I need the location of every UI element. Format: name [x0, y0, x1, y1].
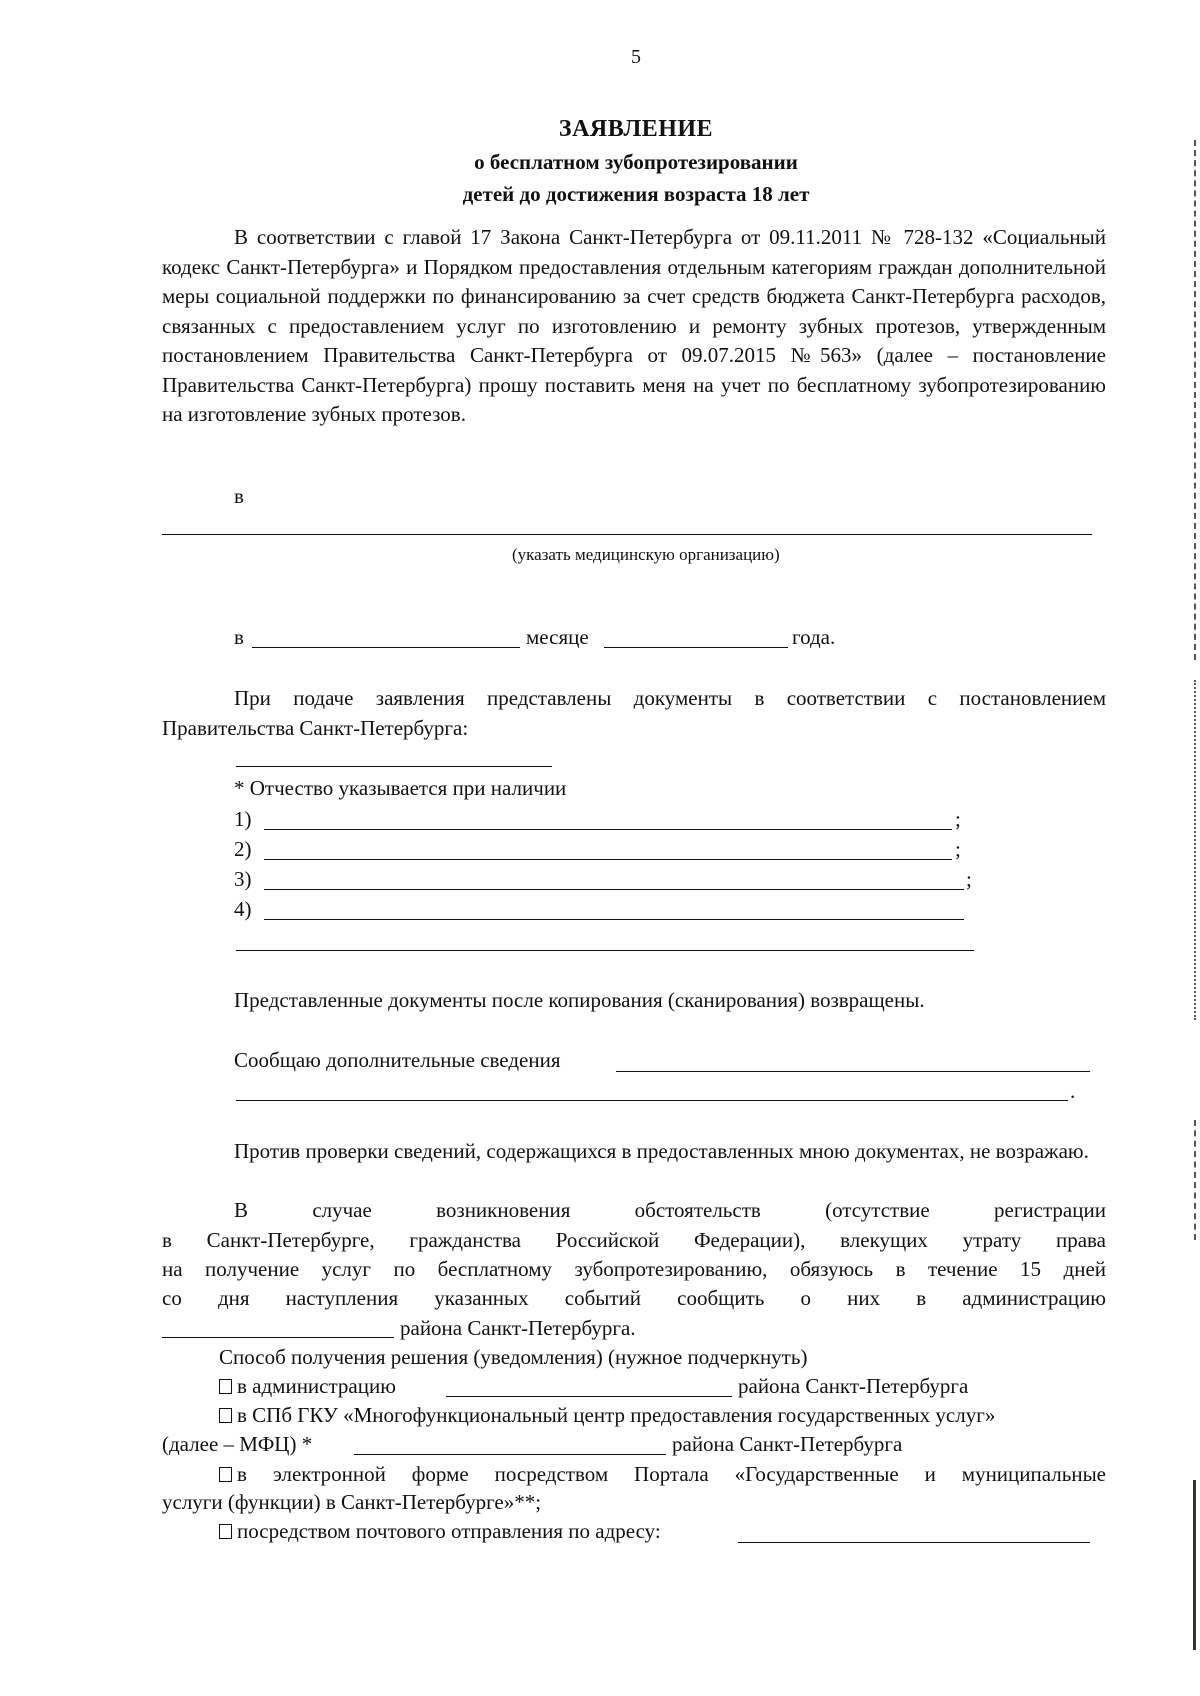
obligation-row-1: В случае возникновения обстоятельств (отсутствие регистрации [234, 1198, 1106, 1222]
obligation-row-4: со дня наступления указанных событий сообщить о них в администрацию [162, 1286, 1106, 1310]
delivery-option-mfc[interactable]: в СПб ГКУ «Многофункциональный центр предоставления государственных услуг» [219, 1402, 995, 1428]
additional-input-line-1[interactable] [616, 1071, 1090, 1072]
document-title: ЗАЯВЛЕНИЕ [558, 116, 714, 142]
org-prefix: в [234, 484, 244, 508]
document-subtitle-line-1: о бесплатном зубопротезировании [474, 150, 798, 174]
document-item-line[interactable] [264, 919, 964, 920]
document-item-end: ; [955, 807, 961, 831]
mfc-district-line[interactable] [354, 1454, 666, 1455]
scan-edge-mark [1192, 680, 1196, 1020]
additional-input-line-2[interactable] [236, 1100, 1068, 1101]
additional-label: Сообщаю дополнительные сведения [234, 1048, 561, 1072]
footnote-separator [236, 766, 552, 767]
intro-paragraph [162, 223, 1106, 430]
documents-returned: Представленные документы после копирования (сканирования) возвращены. [234, 988, 925, 1012]
portal-line-2: услуги (функции) в Санкт-Петербурге»**; [162, 1490, 542, 1514]
checkbox[interactable] [219, 1379, 232, 1394]
month-input-line[interactable] [252, 647, 520, 648]
document-extra-line[interactable] [236, 950, 974, 951]
administration-suffix: района Санкт-Петербурга [738, 1374, 969, 1398]
obligation-district-line[interactable] [162, 1337, 394, 1338]
document-item-end: ; [955, 837, 961, 861]
intro-text: В соответствии с главой 17 Закона Санкт-Петербурга от 09.11.2011 № 728-132 «Социальный кодекс Санкт-Петербурга» и Порядком предоставления отдельным категориям граждан дополнительной меры социальной поддержки по финансированию за счет средств бюджета Санкт-Петербурга расходов, связанных с предоставлением услуг по изготовлению и ремонту зубных протезов, утвержденным постановлением Правительства Санкт-Петербурга от 09.07.2015 №563» (далее – постановление Правительства Санкт-Петербурга) прошу поставить меня на учет по бесплатному зубопротезированию на изготовление зубных протезов. [162, 225, 1106, 426]
obligation-row-5: района Санкт-Петербурга. [400, 1316, 636, 1340]
checkbox[interactable] [219, 1524, 232, 1539]
footnote-patronymic: * Отчество указывается при наличии [234, 776, 567, 800]
mfc-suffix: района Санкт-Петербурга [672, 1432, 903, 1456]
document-item-line[interactable] [264, 889, 964, 890]
administration-district-line[interactable] [446, 1396, 732, 1397]
document-item-number: 3) [234, 867, 252, 891]
document-item-line[interactable] [264, 829, 952, 830]
org-input-line[interactable] [162, 534, 1092, 535]
page-number: 5 [631, 46, 641, 68]
mfc-prefix: (далее – МФЦ) * [162, 1432, 313, 1456]
checkbox[interactable] [219, 1408, 232, 1423]
obligation-row-3: на получение услуг по бесплатному зубопротезированию, обязуюсь в течение 15 дней [162, 1257, 1106, 1281]
obligation-row-2: в Санкт-Петербурге, гражданства Российской Федерации), влекущих утрату права [162, 1228, 1106, 1252]
checkbox[interactable] [219, 1467, 232, 1482]
scan-edge-mark [1191, 1480, 1196, 1650]
year-input-line[interactable] [604, 647, 788, 648]
consent-paragraph: Против проверки сведений, содержащихся в предоставленных мною документах, не возражаю. [234, 1139, 1089, 1163]
document-item-end: ; [966, 867, 972, 891]
delivery-option-administration[interactable]: в администрацию [219, 1373, 396, 1399]
document-item-line[interactable] [264, 859, 952, 860]
document-item-number: 2) [234, 837, 252, 861]
document-item-number: 1) [234, 807, 252, 831]
delivery-option-portal[interactable]: в электронной форме посредством Портала «Государственные и муниципальные [219, 1460, 1106, 1489]
delivery-heading: Способ получения решения (уведомления) (нужное подчеркнуть) [219, 1345, 808, 1369]
scan-edge-mark [1192, 140, 1196, 660]
document-subtitle-line-2: детей до достижения возраста 18 лет [462, 182, 810, 206]
month-label: месяце [526, 625, 589, 649]
period-prefix: в [234, 625, 244, 649]
org-caption: (указать медицинскую организацию) [512, 545, 780, 564]
document-item-number: 4) [234, 897, 252, 921]
year-label: года. [792, 625, 836, 649]
scan-edge-mark [1192, 1120, 1196, 1240]
post-address-line[interactable] [738, 1542, 1090, 1543]
documents-intro: При подаче заявления представлены документы в соответствии с постановлением Правительства Санкт-Петербурга: [162, 686, 1106, 740]
additional-end: . [1070, 1079, 1076, 1103]
delivery-option-post[interactable]: посредством почтового отправления по адресу: [219, 1518, 661, 1544]
